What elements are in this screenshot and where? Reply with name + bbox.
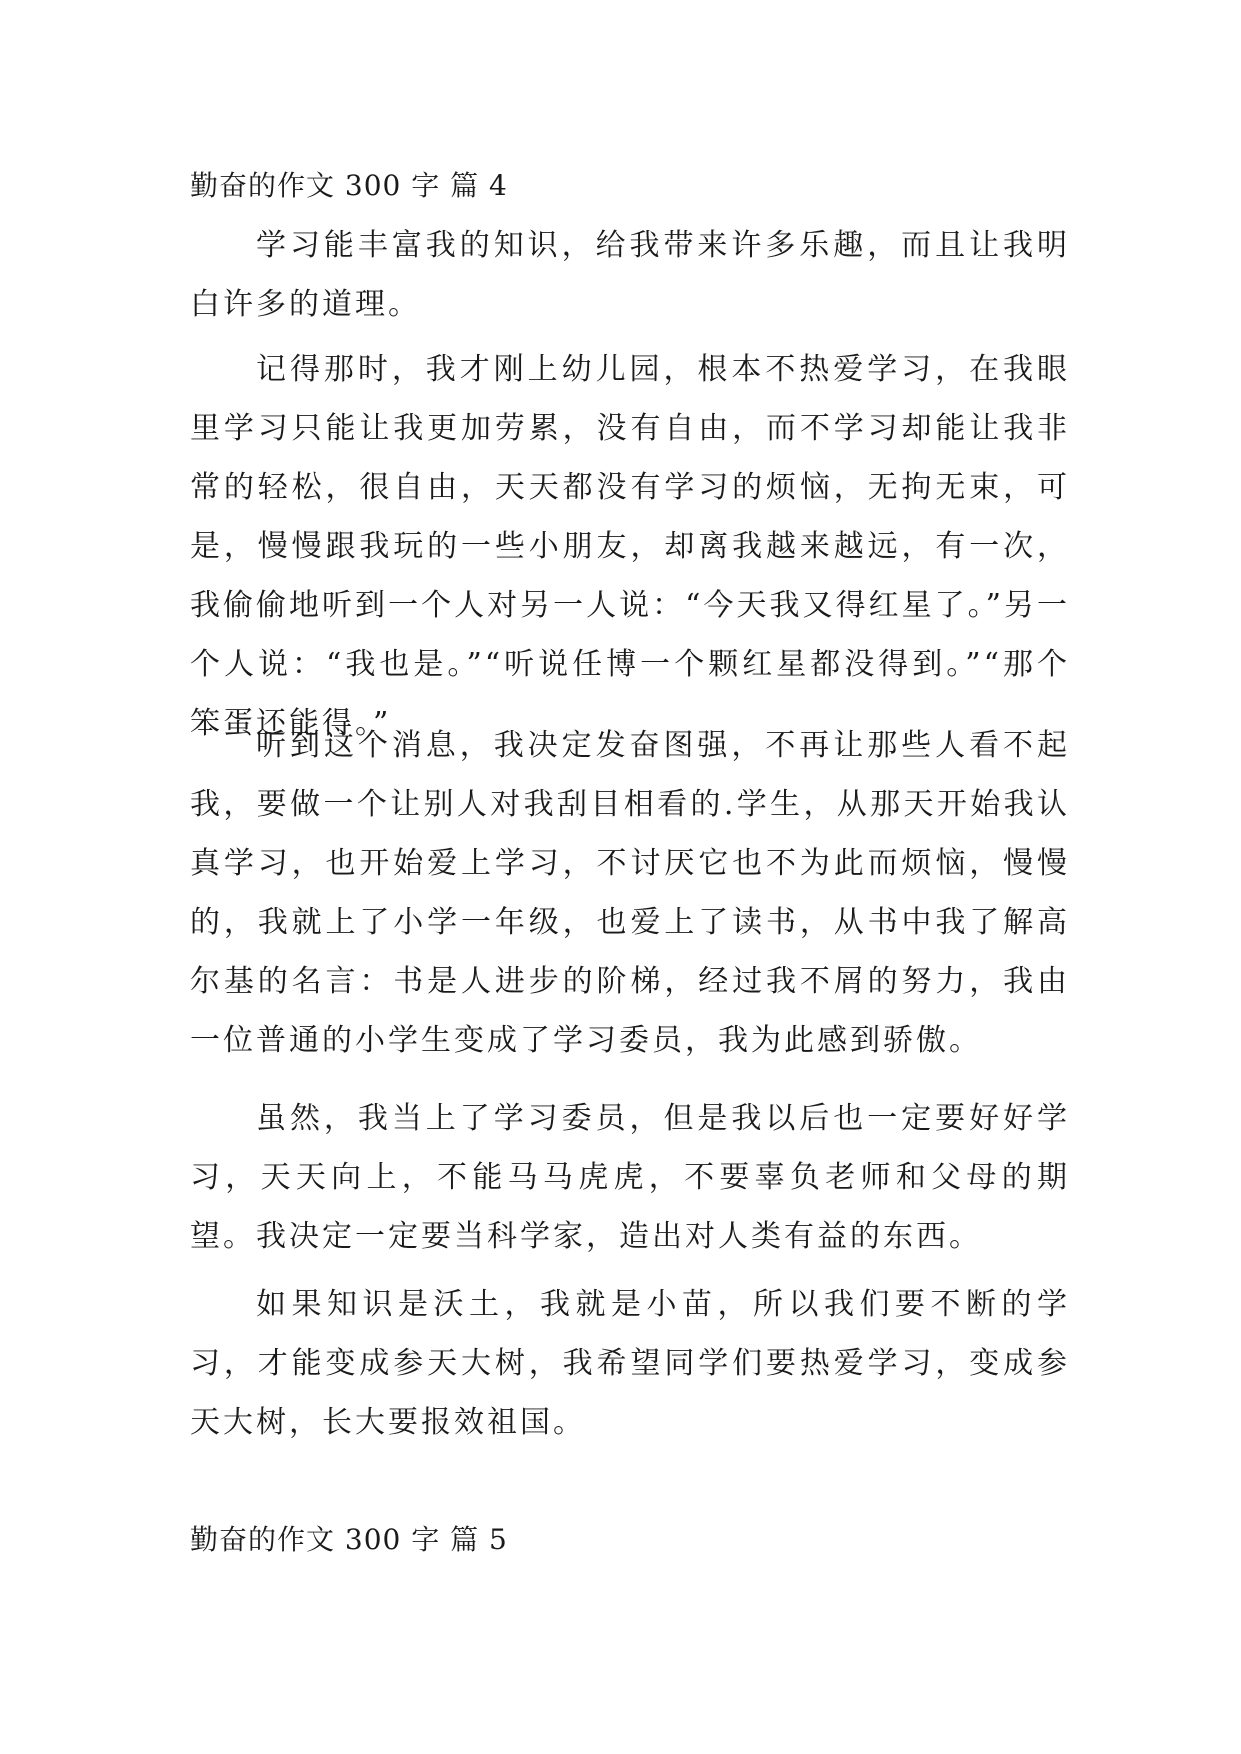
paragraph-4: 虽然，我当上了学习委员，但是我以后也一定要好好学习，天天向上，不能马马虎虎，不要辜负老师和父母的期望。我决定一定要当科学家，造出对人类有益的东西。 bbox=[190, 1101, 1070, 1254]
paragraph-3: 听到这个消息，我决定发奋图强，不再让那些人看不起我，要做一个让别人对我刮目相看的.学生，从那天开始我认真学习，也开始爱上学习，不讨厌它也不为此而烦恼，慢慢的，我就上了小学一年级，也爱上了读书，从书中我了解高尔基的名言：书是人进步的阶梯，经过我不屑的努力，我由一位普通的小学生变成了学习委员，我为此感到骄傲。 bbox=[190, 728, 1070, 1058]
paragraph-2: 记得那时，我才刚上幼儿园，根本不热爱学习，在我眼里学习只能让我更加劳累，没有自由，而不学习却能让我非常的轻松，很自由，天天都没有学习的烦恼，无拘无束，可是，慢慢跟我玩的一些小朋友，却离我越来越远，有一次，我偷偷地听到一个人对另一人说：“今天我又得红星了。”另一个人说：“我也是。”“听说任博一个颗红星都没得到。”“那个笨蛋还能得。” bbox=[190, 352, 1070, 741]
section-heading-5: 勤奋的作文 300 字 篇 5 bbox=[190, 1523, 508, 1556]
paragraph-5: 如果知识是沃土，我就是小苗，所以我们要不断的学习，才能变成参天大树，我希望同学们要热爱学习，变成参天大树，长大要报效祖国。 bbox=[190, 1287, 1070, 1440]
section-heading-4: 勤奋的作文 300 字 篇 4 bbox=[190, 169, 508, 202]
paragraph-1: 学习能丰富我的知识，给我带来许多乐趣，而且让我明白许多的道理。 bbox=[190, 228, 1070, 322]
